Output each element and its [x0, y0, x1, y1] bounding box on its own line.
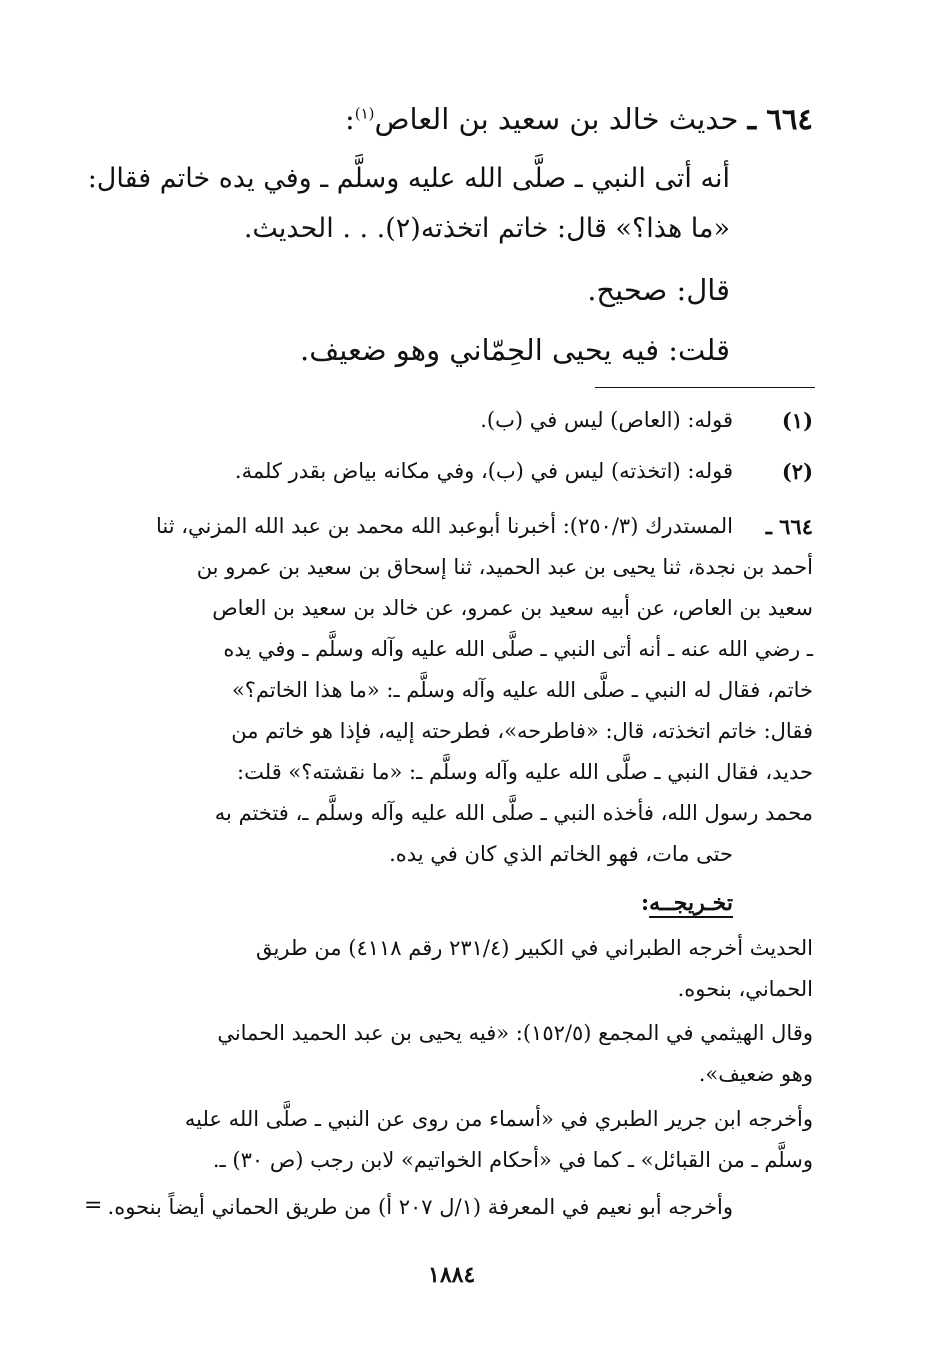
- footnote-1-text: قوله: (العاص) ليس في (ب).: [480, 408, 733, 432]
- hadith-title-note: (١): [354, 104, 375, 123]
- takhrij-line-2: الحماني، بنحوه.: [677, 977, 813, 1001]
- commentary-line-8: محمد رسول الله، فأخذه النبي ـ صلَّى الله عليه وآله وسلَّم ـ، فتختم به: [214, 801, 813, 825]
- commentary-line-3: سعيد بن العاص، عن أبيه سعيد بن عمرو، عن خالد بن سعيد بن العاص: [212, 596, 813, 620]
- hadith-text-line-1: أنه أتى النبي ـ صلَّى الله عليه وسلَّم ـ وفي يده خاتم فقال:: [87, 163, 730, 194]
- takhrij-line-5: وأخرجه ابن جرير الطبري في «أسماء من روى عن النبي ـ صلَّى الله عليه: [184, 1107, 813, 1131]
- takhrij-line-3: وقال الهيثمي في المجمع (١٥٢/٥): «فيه يحيى بن عبد الحميد الحماني: [217, 1021, 813, 1045]
- footnote-2-text: قوله: (اتخذته) ليس في (ب)، وفي مكانه بياض بقدر كلمة.: [234, 459, 733, 483]
- hadith-title-line: [113, 102, 813, 136]
- takhrij-heading: [133, 890, 733, 916]
- hadith-text-line-2: «ما هذا؟» قال: خاتم اتخذته(٢). . . الحديث.: [243, 213, 730, 244]
- takhrij-heading-text: تخـريجــه: [649, 890, 733, 916]
- commentary-line-6: فقال: خاتم اتخذته، قال: «فاطرحه»، فطرحته إليه، فإذا هو خاتم من: [231, 719, 813, 743]
- commentary-line-7: حديد، فقال النبي ـ صلَّى الله عليه وآله وسلَّم ـ: «ما نقشته؟» قلت:: [237, 760, 813, 784]
- footnote-separator: [595, 387, 815, 388]
- hadith-critique: قلت: فيه يحيى الحِمّاني وهو ضعيف.: [299, 333, 730, 367]
- takhrij-line-7: وأخرجه أبو نعيم في المعرفة (١/ل ٢٠٧ أ) من طريق الحماني أيضاً بنحوه.: [107, 1195, 733, 1219]
- takhrij-heading-colon: :: [640, 890, 650, 916]
- commentary-line-5: خاتم، فقال له النبي ـ صلَّى الله عليه وآله وسلَّم ـ: «ما هذا الخاتم؟»: [231, 678, 813, 702]
- commentary-line-9: حتى مات، فهو الخاتم الذي كان في يده.: [389, 842, 733, 866]
- hadith-title-colon: :: [344, 102, 355, 136]
- takhrij-line-4: وهو ضعيف».: [698, 1062, 813, 1086]
- page-number: ١٨٨٤: [428, 1262, 476, 1288]
- hadith-ruling: قال: صحيح.: [587, 273, 730, 307]
- commentary-line-1: المستدرك (٢٥٠/٣): أخبرنا أبوعبد الله محمد بن عبد الله المزني، ثنا: [156, 514, 733, 538]
- hadith-title: حديث خالد بن سعيد بن العاص: [374, 102, 739, 136]
- continuation-mark: =: [84, 1193, 103, 1218]
- hadith-number: ٦٦٤ ـ: [747, 102, 813, 136]
- commentary-line-4: ـ رضي الله عنه ـ أنه أتى النبي ـ صلَّى الله عليه وآله وسلَّم ـ وفي يده: [223, 637, 813, 661]
- footnote-2-number: (٢): [781, 459, 813, 484]
- takhrij-line-1: الحديث أخرجه الطبراني في الكبير (٢٣١/٤ رقم ٤١١٨) من طريق: [256, 936, 813, 960]
- commentary-number: ٦٦٤ ـ: [765, 514, 813, 539]
- takhrij-line-6: وسلَّم ـ من القبائل» ـ كما في «أحكام الخواتيم» لابن رجب (ص ٣٠) ـ.: [212, 1148, 813, 1172]
- commentary-line-2: أحمد بن نجدة، ثنا يحيى بن عبد الحميد، ثنا إسحاق بن سعيد بن عمرو بن: [196, 555, 813, 579]
- footnote-1-number: (١): [781, 408, 813, 433]
